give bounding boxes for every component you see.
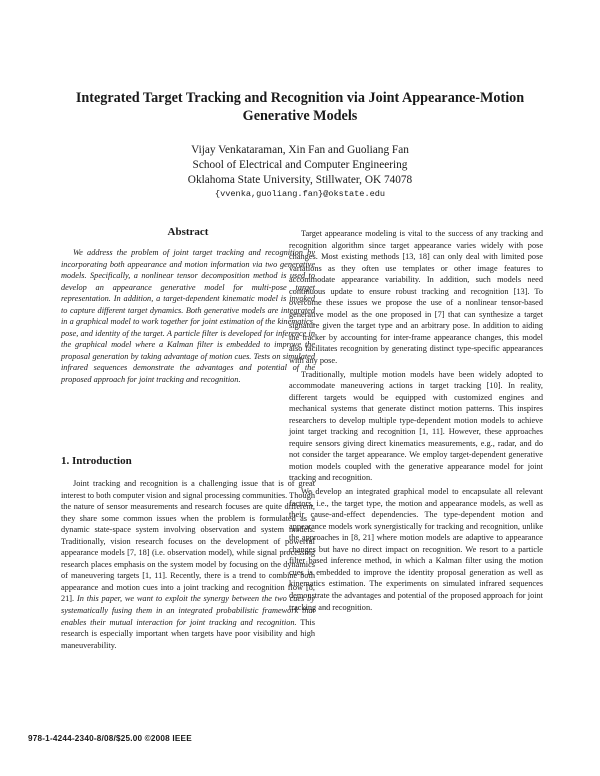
author-email: {vvenka,guoliang.fan}@okstate.edu xyxy=(214,189,386,199)
affiliation-line-2: Oklahoma State University, Stillwater, OK 74078 xyxy=(187,174,413,186)
title-line-2: Generative Models xyxy=(242,108,358,124)
intro-p1-text: Joint tracking and recognition is a challenging issue that is of great interest to both computer vision and signal processing communities. Though the nature of sensor measurements and research focuses are quite different, they share some common issues when the problem is formulated as a dynamic state-space system involving observation and system models. Traditionally, vision research focuses on the development of powerful appearance models [7, 18] (i.e. observation model), while signal processing research places emphasis on the system model by focusing on the dynamics of maneuvering targets [1, 11]. Recently, there is a trend to combine both appearance and motion cues into a joint tracking and recognition flow [8, 21]. xyxy=(61,479,315,604)
intro-paragraph-1 xyxy=(61,478,315,651)
right-paragraph-3: We develop an integrated graphical model to encapsulate all relevant factors, i.e., the target type, the motion and appearance models, as well as their cause-and-effect dependencies. The type-dependent motion and appearance models work synergistically for tracking and recognition, unlike the approaches in [8, 21] where motion models are adaptive to appearance changes but have no direct impact on recognition. We resort to a particle filter based inference method, in which a Kalman filter using the motion cues is embedded to improve the identity proposal generation as well as kinematics estimation. The experiments on simulated infrared sequences demonstrate the advantages and potential of the proposed approach for joint tracking and recognition. xyxy=(289,487,543,612)
introduction-heading: 1. Introduction xyxy=(61,455,132,467)
abstract-text: We address the problem of joint target tracking and recognition by incorporating both appearance and motion information via two generative models. Specifically, a nonlinear tensor decomposition method is used to develop an appearance generative model for multi-pose target representation. In addition, a target-dependent kinematic model is invoked to capture different target dynamics. Both generative models are integrated in a graphical model to work together for joint estimation of the kinematics, pose, and identity of the target. A particle filter is developed for inference in the graphical model where a Kalman filter is embedded to improve the proposal generation by taking advantage of motion cues. Tests on simulated infrared sequences demonstrate the advantages and potential of the proposed approach for joint tracking and recognition. xyxy=(61,248,315,385)
abstract-body xyxy=(61,247,315,386)
abstract-heading: Abstract xyxy=(167,226,209,238)
intro-p1-tail: This research is especially important when targets have poor visibility and high maneuverability. xyxy=(61,617,315,650)
right-column xyxy=(289,228,543,613)
introduction-body xyxy=(61,478,315,651)
author-block xyxy=(60,143,540,201)
paper-title xyxy=(70,89,530,125)
affiliation-line-1: School of Electrical and Computer Engineering xyxy=(192,159,408,171)
authors: Vijay Venkataraman, Xin Fan and Guoliang Fan xyxy=(191,144,409,156)
right-paragraph-1: Target appearance modeling is vital to the success of any tracking and recognition algorithm since target appearance varies widely with pose changes. Most existing methods [13, 18] can only deal with limited pose variations as they often use templates or other image features to accommodate appearance variability. In addition, such models need continuous update to ensure robust tracking and recognition [13]. To overcome these issues we propose the use of a nonlinear tensor-based generative model as the one proposed in [7] that can synthesize a target signature given the target type and an arbitrary pose. In addition to aiding the tracker by accounting for inter-frame appearance changes, this model also facilitates recognition by generating distinct type-specific appearances with any pose. xyxy=(289,229,543,366)
copyright-footer: 978-1-4244-2340-8/08/$25.00 ©2008 IEEE xyxy=(28,734,192,743)
intro-p1-italic: In this paper, we want to exploit the synergy between the two cues by systematically fusing them in an integrated probabilistic framework that enables their mutual interaction for joint tracking and recognition. xyxy=(61,594,315,627)
title-line-1: Integrated Target Tracking and Recognition via Joint Appearance-Motion xyxy=(75,90,525,106)
right-paragraph-2: Traditionally, multiple motion models have been widely adopted to accommodate maneuvering actions in target tracking [10]. In reality, different targets would be equipped with customized engines and mechanical systems that generate distinct motion patterns. This inspires researchers to develop multiple type-dependent motion models to achieve joint target tracking and recognition [1, 11]. However, these approaches require sensors giving direct kinematics measurements, e.g., radar, and do not consider the target appearance. We employ target-dependent generative motion models coupled with the generative appearance model for joint tracking and recognition. xyxy=(289,369,543,483)
